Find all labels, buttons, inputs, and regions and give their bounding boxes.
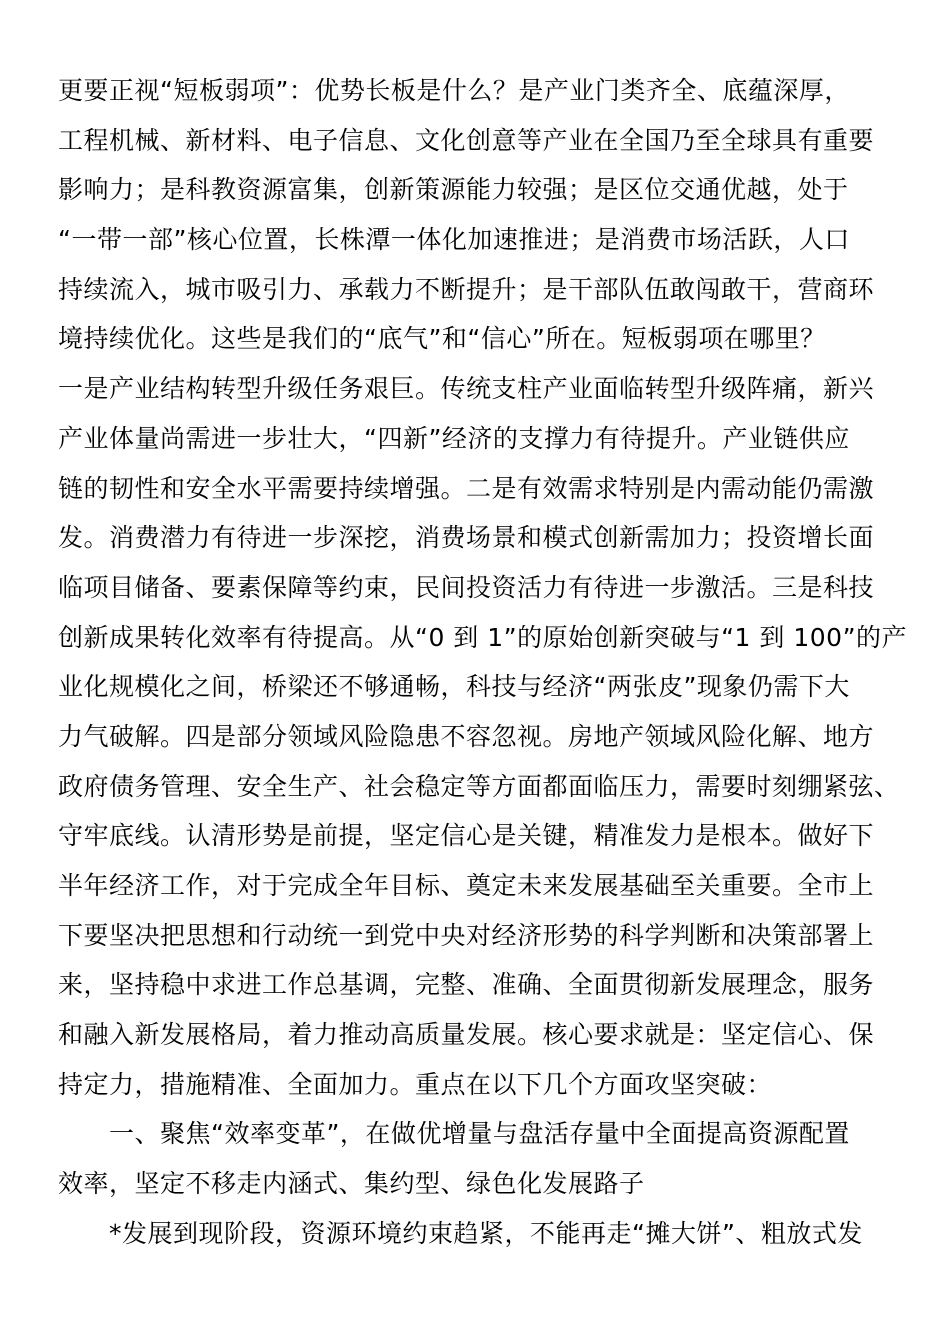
text-line: 守牢底线。认清形势是前提，坚定信心是关键，精准发力是根本。做好下 (58, 821, 875, 851)
text-line: 发。消费潜力有待进一步深挖，消费场景和模式创新需加力；投资增长面 (58, 523, 875, 553)
section-heading: 效率，坚定不移走内涵式、集约型、绿色化发展路子 (58, 1169, 645, 1199)
text-line: 产业体量尚需进一步壮大，“四新”经济的支撑力有待提升。产业链供应 (58, 423, 850, 453)
text-line: 半年经济工作，对于完成全年目标、奠定未来发展基础至关重要。全市上 (58, 871, 875, 900)
text-line: 创新成果转化效率有待提高。从“0 到 1”的原始创新突破与“1 到 100”的产 (58, 622, 908, 652)
text-line: 持续流入，城市吸引力、承载力不断提升；是干部队伍敢闯敢干，营商环 (58, 274, 875, 304)
text-line: 业化规模化之间，桥梁还不够通畅，科技与经济“两张皮”现象仍需下大 (58, 672, 850, 702)
text-line: 链的韧性和安全水平需要持续增强。二是有效需求特别是内需动能仍需激 (58, 473, 875, 503)
text-line: 临项目储备、要素保障等约束，民间投资活力有待进一步激活。三是科技 (58, 572, 875, 602)
text-line: 影响力；是科教资源富集，创新策源能力较强；是区位交通优越，处于 (58, 175, 849, 205)
text-line: 政府债务管理、安全生产、社会稳定等方面都面临压力，需要时刻绷紧弦、 (58, 771, 900, 801)
text-line: 工程机械、新材料、电子信息、文化创意等产业在全国乃至全球具有重要 (58, 125, 875, 155)
text-line: 和融入新发展格局，着力推动高质量发展。核心要求就是：坚定信心、保 (58, 1020, 875, 1050)
text-line: 更要正视“短板弱项”：优势长板是什么？是产业门类齐全、底蕴深厚， (58, 76, 850, 105)
section-heading: 一、聚焦“效率变革”，在做优增量与盘活存量中全面提高资源配置 (58, 1119, 850, 1149)
text-line: 持定力，措施精准、全面加力。重点在以下几个方面攻坚突破： (58, 1069, 773, 1099)
text-line: 下要坚决把思想和行动统一到党中央对经济形势的科学判断和决策部署上 (58, 920, 875, 950)
text-line: 力气破解。四是部分领域风险隐患不容忽视。房地产领域风险化解、地方 (58, 721, 875, 751)
body-text (58, 66, 908, 1259)
text-line: 一是产业结构转型升级任务艰巨。传统支柱产业面临转型升级阵痛，新兴 (58, 374, 875, 404)
text-line: “一带一部”核心位置，长株潭一体化加速推进；是消费市场活跃，人口 (58, 225, 850, 255)
text-line: 境持续优化。这些是我们的“底气”和“信心”所在。短板弱项在哪里？ (58, 324, 826, 354)
text-line: *发展到现阶段，资源环境约束趋紧，不能再走“摊大饼”、粗放式发 (58, 1218, 863, 1248)
text-line: 来，坚持稳中求进工作总基调，完整、准确、全面贯彻新发展理念，服务 (58, 970, 875, 1000)
